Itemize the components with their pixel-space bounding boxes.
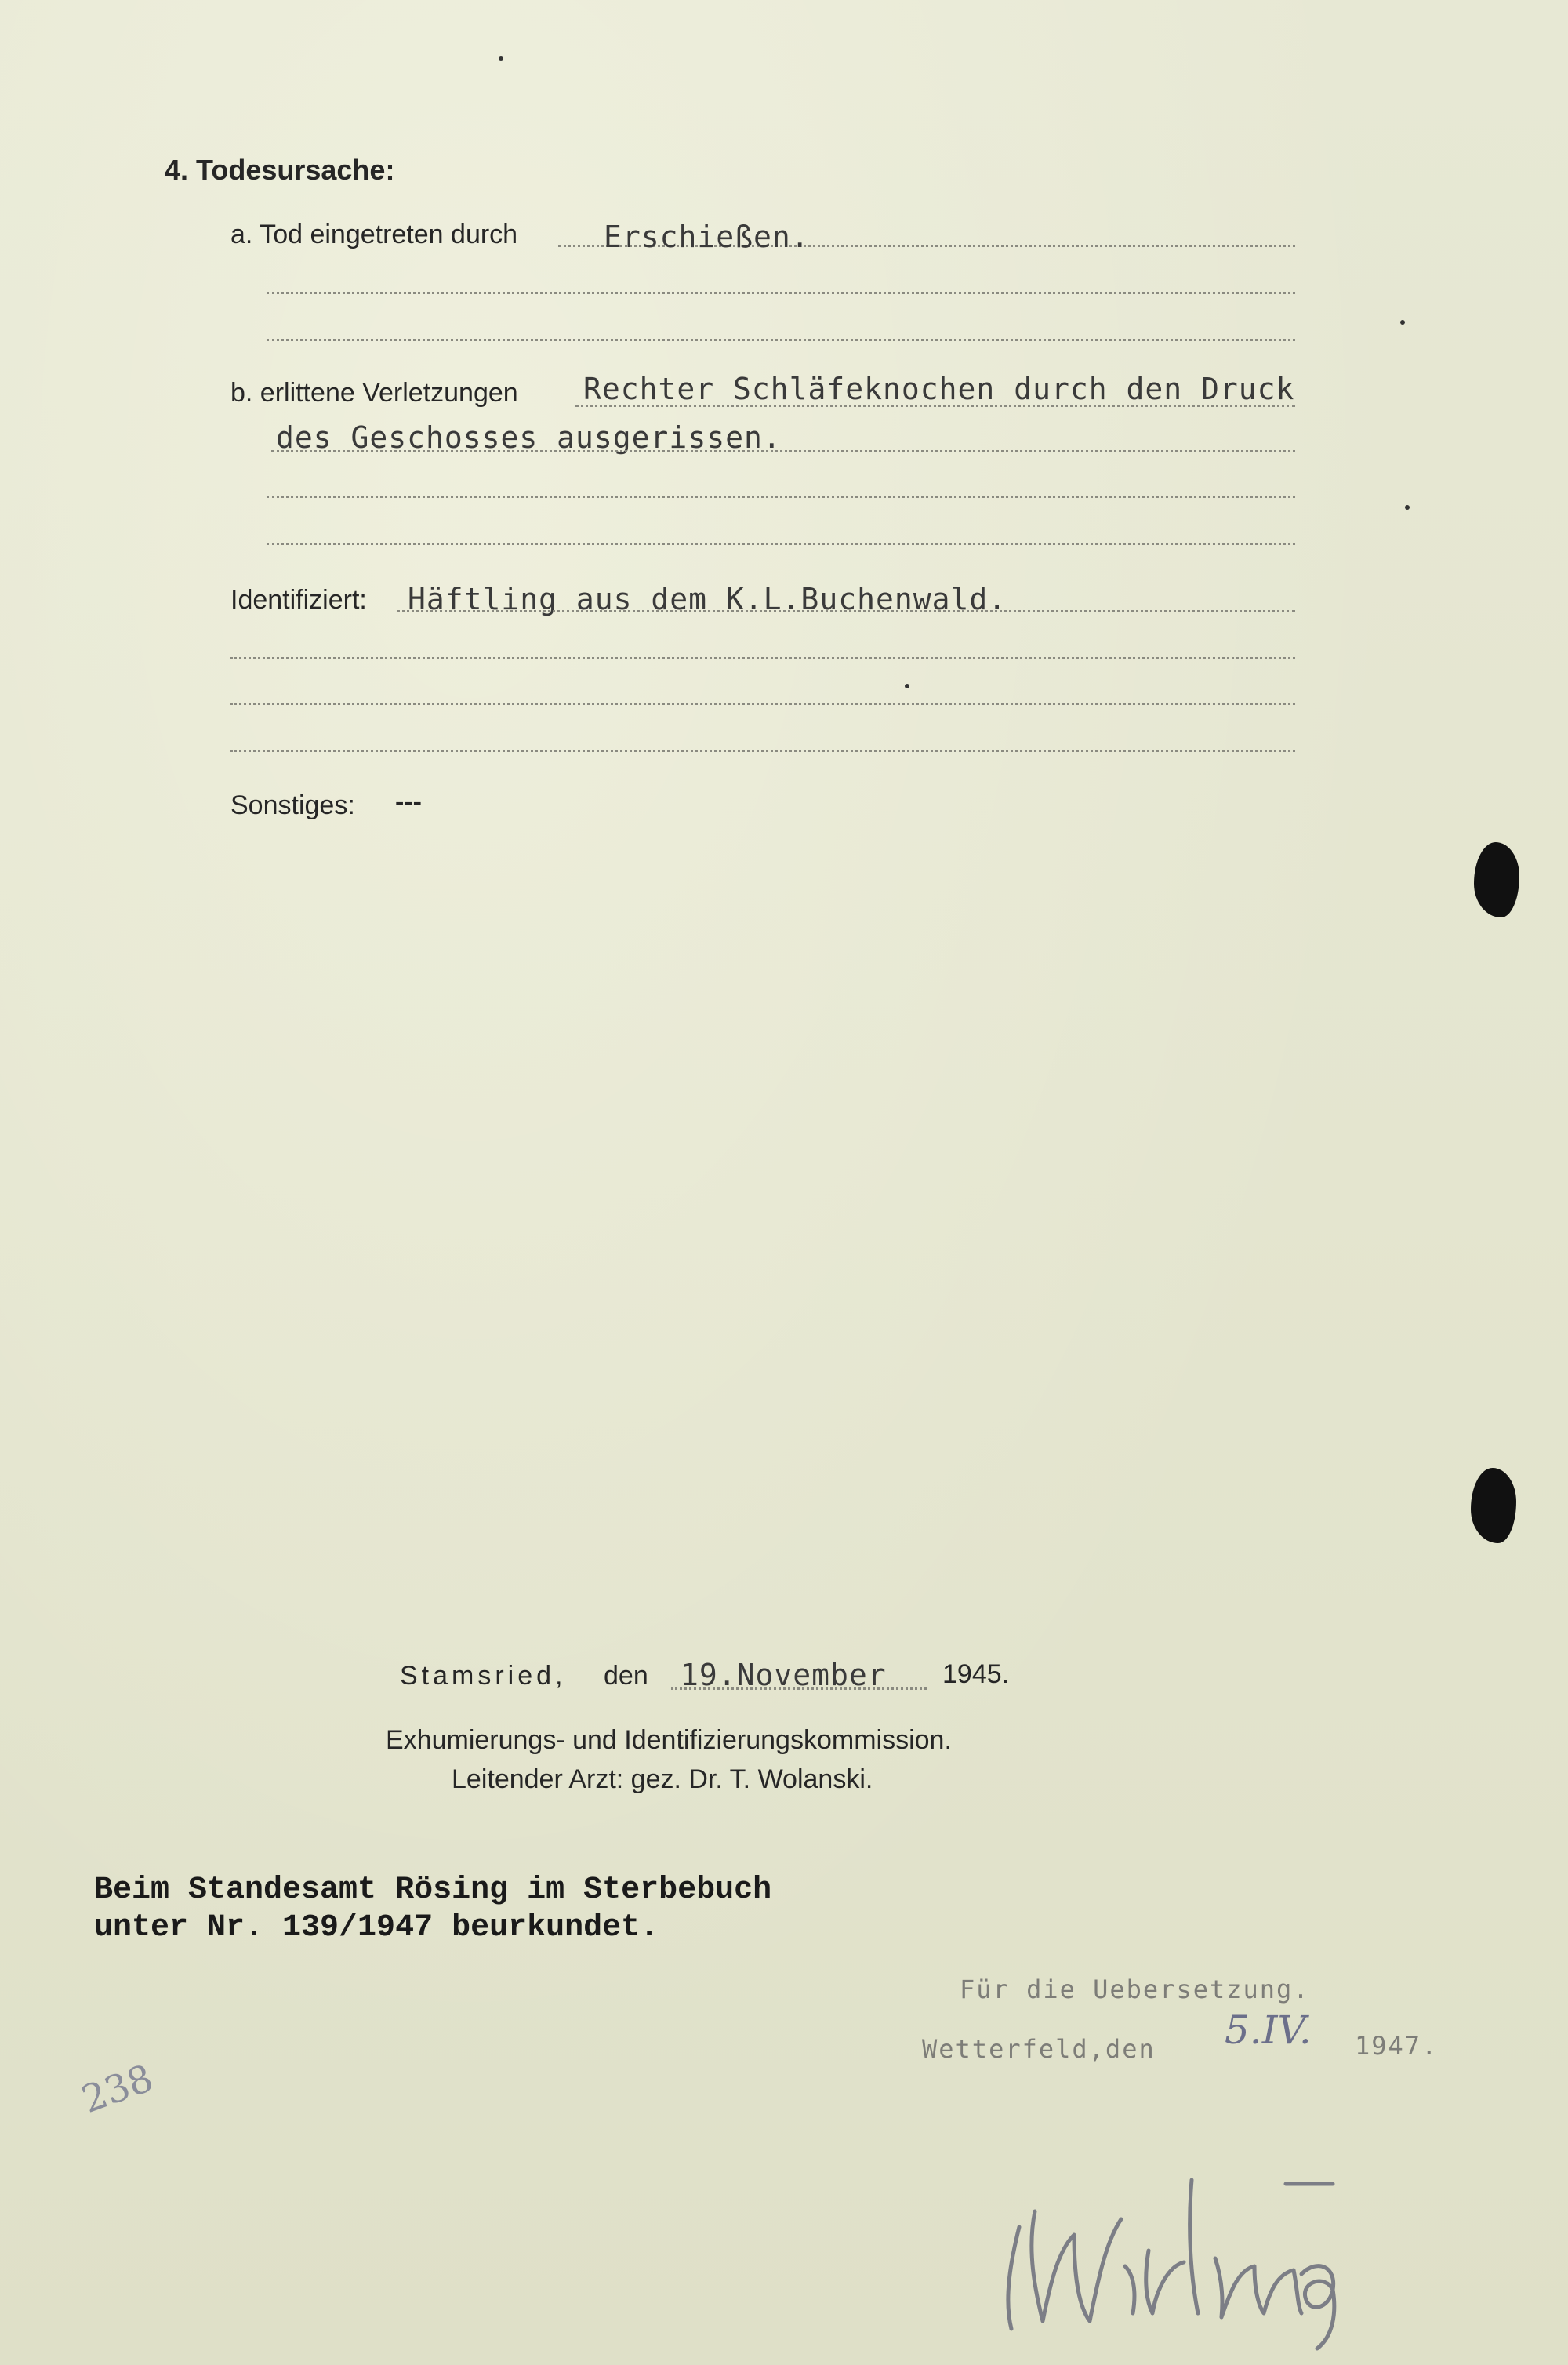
- injuries-value-line2: des Geschosses ausgerissen.: [276, 420, 782, 455]
- identified-dotted-line-4: [230, 750, 1295, 752]
- date-year: 1945.: [942, 1659, 1010, 1689]
- date-den: den: [604, 1661, 648, 1691]
- cause-dotted-line-3: [267, 339, 1295, 341]
- chief-physician: Leitender Arzt: gez. Dr. T. Wolanski.: [452, 1764, 873, 1794]
- cause-dotted-line-2: [267, 292, 1295, 294]
- injuries-dotted-line-3: [267, 496, 1295, 498]
- injuries-dotted-line-2: [271, 450, 1295, 452]
- translation-place: Wetterfeld,den: [922, 2034, 1156, 2064]
- identified-dotted-line-2: [230, 657, 1295, 659]
- translation-date-handwritten: 5.IV.: [1225, 2007, 1312, 2053]
- misc-label: Sonstiges:: [230, 790, 355, 820]
- identified-label: Identifiziert:: [230, 585, 367, 615]
- speck: [499, 56, 503, 61]
- registry-note-line2: unter Nr. 139/1947 beurkundet.: [94, 1910, 659, 1945]
- translation-year: 1947.: [1355, 2031, 1439, 2061]
- punch-hole-top: [1474, 842, 1519, 917]
- cause-value: Erschießen.: [604, 220, 810, 254]
- injuries-dotted-line-1: [575, 405, 1295, 407]
- place: Stamsried,: [400, 1661, 567, 1691]
- injuries-label: b. erlittene Verletzungen: [230, 378, 518, 408]
- signature: [988, 2164, 1364, 2352]
- injuries-value-line1: Rechter Schläfeknochen durch den Druck: [583, 372, 1295, 406]
- identified-dotted-line-3: [230, 703, 1295, 705]
- misc-value: ---: [395, 787, 422, 817]
- punch-hole-bottom: [1471, 1468, 1516, 1543]
- identified-dotted-line-1: [397, 610, 1295, 612]
- speck: [1405, 505, 1410, 510]
- date-dotted-line: [671, 1687, 927, 1690]
- page-number-pencil: 238: [76, 2056, 159, 2122]
- speck: [1400, 320, 1405, 325]
- identified-value: Häftling aus dem K.L.Buchenwald.: [408, 582, 1007, 616]
- section-heading: 4. Todesursache:: [165, 154, 395, 186]
- registry-note-line1: Beim Standesamt Rösing im Sterbebuch: [94, 1873, 772, 1908]
- cause-label: a. Tod eingetreten durch: [230, 220, 518, 249]
- translation-line: Für die Uebersetzung.: [960, 1974, 1310, 2004]
- speck: [905, 684, 909, 688]
- injuries-dotted-line-4: [267, 543, 1295, 545]
- commission-name: Exhumierungs- und Identifizierungskommission.: [386, 1725, 952, 1755]
- date-day-month: 19.November: [681, 1658, 887, 1692]
